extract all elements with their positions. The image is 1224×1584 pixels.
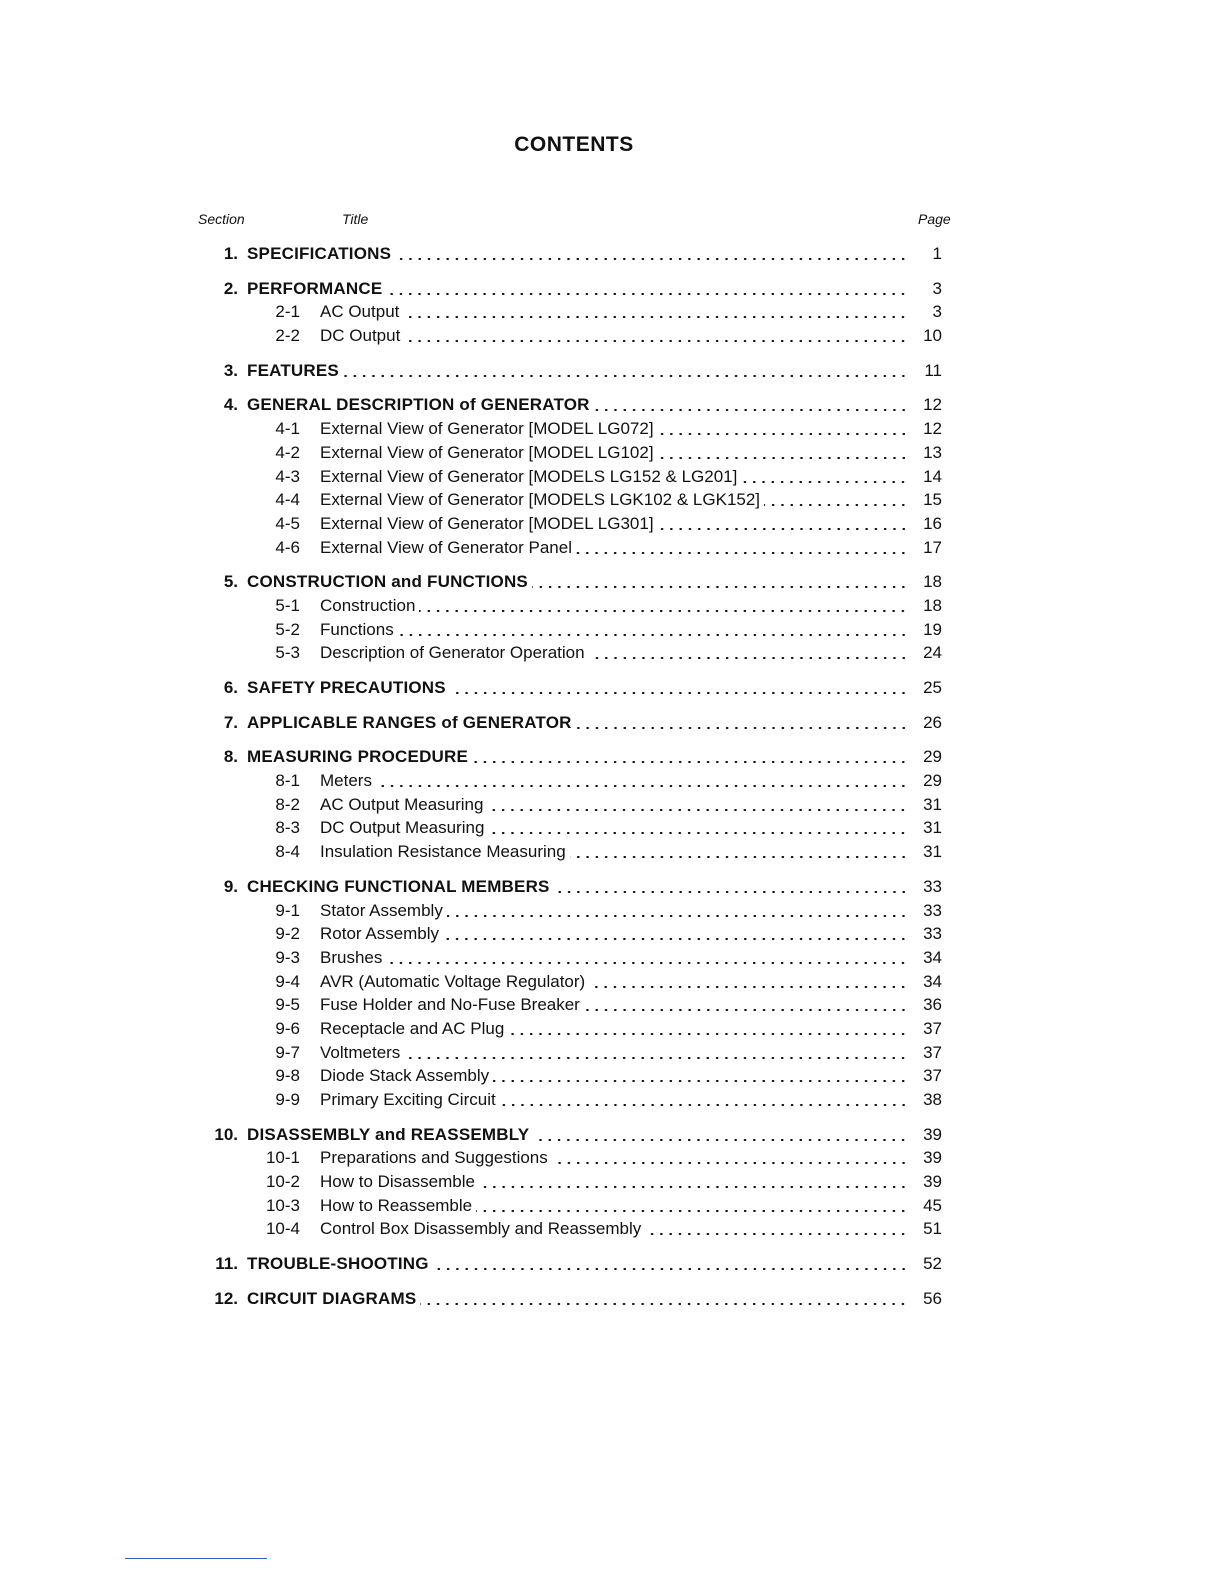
toc-title: AC Output Measuring [320, 794, 484, 814]
toc-section-row-7[interactable] [0, 711, 1224, 735]
toc-number: 10-4 [265, 1219, 300, 1239]
toc-entry [247, 711, 908, 735]
toc-page-number: 37 [923, 1042, 942, 1062]
toc-page-number: 39 [923, 1124, 942, 1144]
toc-page-number: 34 [923, 947, 942, 967]
toc-title: External View of Generator [MODEL LG072] [320, 419, 654, 439]
toc-number: 9-1 [275, 900, 300, 920]
dot-leader [404, 1057, 908, 1059]
toc-title: Preparations and Suggestions [320, 1148, 548, 1168]
dot-leader [404, 340, 908, 342]
dot-leader [386, 962, 908, 964]
toc-entry [320, 324, 908, 348]
toc-entry [320, 1088, 908, 1112]
toc-page-number: 12 [923, 419, 942, 439]
toc-title: AVR (Automatic Voltage Regulator) [320, 971, 586, 991]
toc-subsection-row-4-6[interactable] [0, 536, 1224, 560]
dot-leader [658, 433, 908, 435]
toc-title: CHECKING FUNCTIONAL MEMBERS [247, 876, 550, 896]
column-header-page: Page [918, 211, 951, 227]
toc-subsection-row-9-5[interactable] [0, 993, 1224, 1017]
toc-number: 5. [223, 572, 238, 592]
toc-page-number: 34 [923, 971, 942, 991]
toc-page-number: 1 [932, 244, 942, 263]
toc-section-row-11[interactable] [0, 1252, 1224, 1276]
toc-section-group [0, 676, 1224, 700]
toc-title: DISASSEMBLY and REASSEMBLY [247, 1124, 530, 1144]
toc-page-number: 26 [923, 712, 942, 732]
column-header-section: Section [198, 211, 245, 227]
toc-number: 7. [223, 712, 238, 732]
toc-page-number: 25 [923, 678, 942, 697]
toc-subsection-row-10-3[interactable] [0, 1194, 1224, 1218]
toc-title: APPLICABLE RANGES of GENERATOR [247, 712, 572, 732]
toc-entry [320, 1041, 908, 1065]
toc-number: 4-4 [275, 490, 300, 510]
toc-page-number: 51 [923, 1219, 942, 1239]
toc-entry [247, 277, 908, 301]
toc-title: Construction [320, 595, 416, 615]
footer-rule [125, 1558, 267, 1559]
toc-entry [247, 359, 908, 383]
toc-entry [320, 441, 908, 465]
dot-leader [589, 986, 908, 988]
toc-subsection-row-2-2[interactable] [0, 324, 1224, 348]
toc-entry [320, 1194, 908, 1218]
toc-title: FEATURES [247, 360, 339, 380]
toc-title: External View of Generator [MODEL LG301] [320, 513, 654, 533]
toc-subsection-row-9-3[interactable] [0, 946, 1224, 970]
dot-leader [576, 727, 908, 729]
dot-leader [764, 504, 908, 506]
toc-entry [247, 875, 908, 899]
toc-title: External View of Generator [MODELS LGK102 & LGK152] [320, 490, 761, 510]
toc-section-row-5[interactable] [0, 570, 1224, 594]
toc-title: CIRCUIT DIAGRAMS [247, 1288, 417, 1308]
toc-page-number: 19 [923, 619, 942, 639]
toc-section-group [0, 277, 1224, 348]
toc-page-number: 29 [923, 747, 942, 767]
toc-page-number: 37 [923, 1066, 942, 1086]
toc-number: 1. [223, 244, 238, 263]
toc-entry [320, 641, 908, 665]
toc-subsection-row-9-2[interactable] [0, 922, 1224, 946]
toc-section-group [0, 242, 1224, 266]
toc-page-number: 16 [923, 513, 942, 533]
toc-number: 4. [223, 395, 238, 415]
toc-number: 2-1 [275, 302, 300, 322]
toc-number: 8-4 [275, 842, 300, 862]
dot-leader [386, 293, 908, 295]
toc-page-number: 31 [923, 794, 942, 814]
dot-leader [554, 891, 908, 893]
toc-subsection-row-9-4[interactable] [0, 970, 1224, 994]
toc-entry [320, 618, 908, 642]
toc-title: Voltmeters [320, 1042, 401, 1062]
column-header-title: Title [342, 211, 369, 227]
toc-subsection-row-10-4[interactable] [0, 1217, 1224, 1241]
toc-entry [320, 300, 908, 324]
dot-leader [420, 1303, 908, 1305]
toc-section-group [0, 359, 1224, 383]
dot-leader [472, 761, 908, 763]
toc-entry [320, 970, 908, 994]
toc-entry [247, 570, 908, 594]
toc-number: 9-4 [275, 971, 300, 991]
toc-entry [247, 745, 908, 769]
toc-subsection-row-2-1[interactable] [0, 300, 1224, 324]
toc-title: Fuse Holder and No-Fuse Breaker [320, 995, 580, 1015]
toc-title: SPECIFICATIONS [247, 244, 392, 263]
toc-section-row-9[interactable] [0, 875, 1224, 899]
toc-subsection-row-8-2[interactable] [0, 793, 1224, 817]
toc-subsection-row-9-8[interactable] [0, 1064, 1224, 1088]
dot-leader [741, 481, 908, 483]
dot-leader [533, 1139, 908, 1141]
toc-title: Brushes [320, 947, 383, 967]
toc-number: 4-3 [275, 466, 300, 486]
dot-leader [487, 809, 908, 811]
dot-leader [584, 1009, 908, 1011]
toc-number: 8-1 [275, 771, 300, 791]
toc-number: 12. [214, 1288, 238, 1308]
toc-subsection-row-5-3[interactable] [0, 641, 1224, 665]
dot-leader [658, 528, 908, 530]
toc-entry [247, 393, 908, 417]
dot-leader [532, 586, 908, 588]
toc-section-row-4[interactable] [0, 393, 1224, 417]
toc-subsection-row-5-1[interactable] [0, 594, 1224, 618]
toc-title: External View of Generator [MODEL LG102] [320, 442, 654, 462]
toc-entry [247, 242, 908, 266]
toc-entry [320, 594, 908, 618]
toc-entry [320, 793, 908, 817]
toc-title: How to Disassemble [320, 1172, 475, 1192]
toc-title: MEASURING PROCEDURE [247, 747, 469, 767]
toc-section-group [0, 570, 1224, 665]
toc-page-number: 56 [923, 1288, 942, 1308]
dot-leader [658, 457, 908, 459]
toc-title: Rotor Assembly [320, 924, 440, 944]
toc-page-number: 14 [923, 466, 942, 486]
toc-page-number: 3 [932, 302, 942, 322]
toc-entry [320, 993, 908, 1017]
toc-entry [320, 536, 908, 560]
toc-section-group [0, 1252, 1224, 1276]
toc-entry [247, 1252, 908, 1276]
dot-leader [576, 552, 908, 554]
dot-leader [433, 1268, 908, 1270]
toc-title: Stator Assembly [320, 900, 443, 920]
toc-page-number: 39 [923, 1172, 942, 1192]
toc-number: 4-5 [275, 513, 300, 533]
toc-page-number: 12 [923, 395, 942, 415]
dot-leader [508, 1033, 908, 1035]
toc-subsection-row-4-5[interactable] [0, 512, 1224, 536]
toc-page-number: 33 [923, 924, 942, 944]
toc-title: Primary Exciting Circuit [320, 1090, 496, 1109]
toc-number: 11. [215, 1254, 238, 1274]
toc-subsection-row-9-1[interactable] [0, 899, 1224, 923]
dot-leader [403, 316, 908, 318]
toc-title: DC Output Measuring [320, 818, 485, 838]
toc-section-row-2[interactable] [0, 277, 1224, 301]
toc-subsection-row-8-4[interactable] [0, 840, 1224, 864]
toc-title: How to Reassemble [320, 1195, 473, 1215]
toc-entry [320, 512, 908, 536]
toc-title: SAFETY PRECAUTIONS [247, 678, 446, 697]
toc-subsection-row-8-3[interactable] [0, 816, 1224, 840]
dot-leader [395, 258, 908, 260]
toc-page-number: 13 [923, 442, 942, 462]
toc-number: 10-1 [265, 1148, 300, 1168]
toc-entry [320, 488, 908, 512]
toc-number: 2-2 [275, 326, 300, 346]
toc-page-number: 37 [923, 1018, 942, 1038]
toc-page-number: 11 [924, 360, 942, 380]
toc-number: 5-1 [275, 595, 300, 615]
toc-page-number: 45 [923, 1195, 942, 1215]
toc-page-number: 10 [923, 326, 942, 346]
toc-number: 9-3 [275, 947, 300, 967]
toc-page-number: 18 [923, 572, 942, 592]
dot-leader [488, 832, 908, 834]
toc-number: 9. [223, 876, 238, 896]
toc-section-group [0, 393, 1224, 559]
toc-section-row-6[interactable] [0, 676, 1224, 700]
toc-page-number: 39 [923, 1148, 942, 1168]
toc-number: 4-6 [275, 537, 300, 557]
toc-title: Receptacle and AC Plug [320, 1018, 505, 1038]
toc-page-number: 52 [923, 1254, 942, 1274]
toc-title: Functions [320, 619, 394, 639]
toc-page-number: 33 [923, 900, 942, 920]
toc-title: CONSTRUCTION and FUNCTIONS [247, 572, 528, 592]
dot-leader [479, 1186, 908, 1188]
toc-page-number: 17 [923, 537, 942, 557]
toc-number: 9-5 [275, 995, 300, 1015]
toc-page-number: 18 [923, 595, 942, 615]
table-of-contents [0, 242, 1224, 1322]
toc-title: Description of Generator Operation [320, 643, 585, 663]
toc-subsection-row-8-1[interactable] [0, 769, 1224, 793]
toc-title: Diode Stack Assembly [320, 1066, 490, 1086]
toc-section-group [0, 745, 1224, 863]
toc-section-row-3[interactable] [0, 359, 1224, 383]
toc-title: DC Output [320, 326, 401, 346]
toc-title: GENERAL DESCRIPTION of GENERATOR [247, 395, 590, 415]
dot-leader [443, 938, 908, 940]
toc-section-row-10[interactable] [0, 1123, 1224, 1147]
toc-subsection-row-4-3[interactable] [0, 465, 1224, 489]
toc-entry [320, 816, 908, 840]
toc-subsection-row-10-2[interactable] [0, 1170, 1224, 1194]
toc-section-group [0, 1123, 1224, 1241]
toc-number: 4-2 [275, 442, 300, 462]
toc-entry [320, 946, 908, 970]
toc-number: 8-2 [275, 794, 300, 814]
toc-number: 10-2 [265, 1172, 300, 1192]
dot-leader [645, 1233, 908, 1235]
toc-title: PERFORMANCE [247, 278, 383, 298]
toc-section-group [0, 875, 1224, 1112]
dot-leader [589, 657, 908, 659]
toc-page-number: 29 [923, 771, 942, 791]
toc-entry [320, 1017, 908, 1041]
dot-leader [552, 1162, 908, 1164]
toc-number: 5-3 [275, 643, 300, 663]
toc-page-number: 31 [923, 818, 942, 838]
dot-leader [343, 375, 908, 377]
toc-subsection-row-9-6[interactable] [0, 1017, 1224, 1041]
toc-subsection-row-9-7[interactable] [0, 1041, 1224, 1065]
toc-number: 3. [223, 360, 238, 380]
toc-subsection-row-4-2[interactable] [0, 441, 1224, 465]
toc-page-number: 36 [923, 995, 942, 1015]
toc-subsection-row-10-1[interactable] [0, 1146, 1224, 1170]
dot-leader [500, 1104, 908, 1106]
toc-number: 9-8 [275, 1066, 300, 1086]
dot-leader [447, 915, 908, 917]
toc-entry [320, 417, 908, 441]
toc-entry [320, 465, 908, 489]
toc-page-number: 33 [923, 876, 942, 896]
toc-entry [320, 1146, 908, 1170]
dot-leader [419, 610, 908, 612]
toc-number: 8-3 [275, 818, 300, 838]
toc-number: 4-1 [275, 419, 300, 439]
toc-entry [320, 1064, 908, 1088]
toc-section-group [0, 1287, 1224, 1311]
toc-number: 2. [223, 278, 238, 298]
toc-title: Meters [320, 771, 372, 791]
dot-leader [570, 856, 908, 858]
toc-number: 10. [214, 1124, 238, 1144]
toc-subsection-row-4-1[interactable] [0, 417, 1224, 441]
toc-number: 5-2 [275, 619, 300, 639]
dot-leader [476, 1210, 908, 1212]
toc-entry [320, 922, 908, 946]
toc-section-row-8[interactable] [0, 745, 1224, 769]
toc-number: 9-7 [275, 1042, 300, 1062]
dot-leader [398, 634, 908, 636]
toc-section-group [0, 711, 1224, 735]
toc-entry [320, 769, 908, 793]
toc-title: TROUBLE-SHOOTING [247, 1254, 429, 1274]
toc-page-number: 15 [923, 490, 942, 510]
toc-title: External View of Generator [MODELS LG152 & LG201] [320, 466, 738, 486]
toc-entry [320, 1170, 908, 1194]
toc-section-row-1[interactable] [0, 242, 1224, 266]
toc-title: External View of Generator Panel [320, 537, 572, 557]
toc-entry [320, 1217, 908, 1241]
toc-entry [247, 1123, 908, 1147]
dot-leader [376, 785, 908, 787]
toc-subsection-row-4-4[interactable] [0, 488, 1224, 512]
toc-page-number: 24 [923, 643, 942, 663]
toc-subsection-row-5-2[interactable] [0, 618, 1224, 642]
toc-number: 9-2 [275, 924, 300, 944]
toc-number: 9-9 [275, 1090, 300, 1109]
toc-number: 10-3 [265, 1195, 300, 1215]
toc-entry [320, 899, 908, 923]
toc-page-number: 38 [923, 1090, 942, 1109]
toc-number: 8. [223, 747, 238, 767]
toc-title: Control Box Disassembly and Reassembly [320, 1219, 642, 1239]
toc-title: AC Output [320, 302, 400, 322]
dot-leader [450, 692, 908, 694]
toc-entry [320, 840, 908, 864]
toc-section-row-12[interactable] [0, 1287, 1224, 1311]
toc-entry [247, 1287, 908, 1311]
dot-leader [594, 409, 908, 411]
toc-entry [247, 676, 908, 700]
page-title: CONTENTS [514, 133, 634, 156]
toc-page-number: 31 [923, 842, 942, 862]
toc-number: 6. [223, 678, 238, 697]
toc-number: 9-6 [275, 1018, 300, 1038]
toc-title: Insulation Resistance Measuring [320, 842, 566, 862]
dot-leader [493, 1080, 908, 1082]
toc-page-number: 3 [932, 278, 942, 298]
toc-subsection-row-9-9[interactable] [0, 1088, 1224, 1112]
